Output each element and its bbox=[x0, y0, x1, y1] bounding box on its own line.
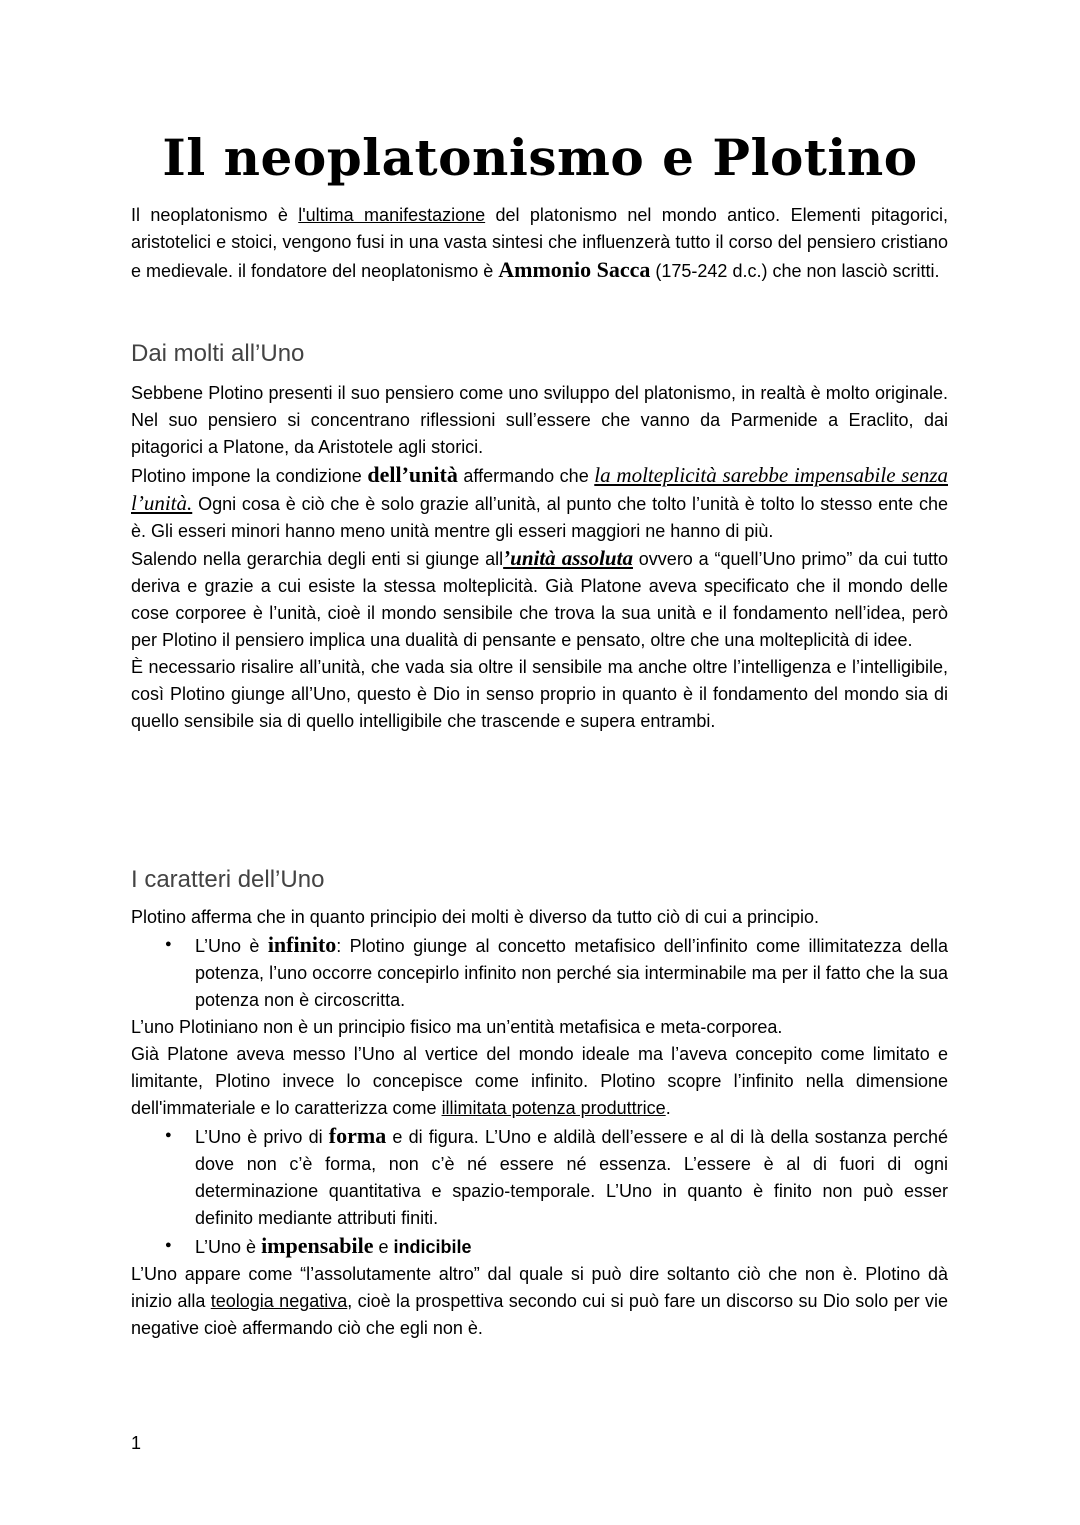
emphasized-text: Ammonio Sacca bbox=[498, 257, 651, 282]
text-run: ovvero a “quell’Uno primo” da cui tutto deriva e grazie a cui esiste la stessa molteplicità. Già Platone aveva specificato che il mondo delle cose corporee è l’unità, cioè il mondo sensibile che trova la sua unità e il fondamento nell’idea, però per Plotino il pensiero implica una dualità di pensante e pensato, oltre che una molteplicità di idee. bbox=[131, 549, 948, 650]
text-run: Salendo nella gerarchia degli enti si giunge all bbox=[131, 549, 504, 569]
emphasized-text: illimitata potenza produttrice bbox=[441, 1098, 666, 1118]
paragraph bbox=[131, 1261, 948, 1342]
emphasized-text: forma bbox=[328, 1123, 387, 1148]
paragraph bbox=[131, 654, 948, 735]
text-run: affermando che bbox=[457, 466, 595, 486]
list-item bbox=[195, 1232, 948, 1261]
list-item bbox=[195, 931, 948, 1014]
text-run: L’Uno appare come “l’assolutamente altro” dal quale si può dire soltanto ciò che non è. Plotino dà inizio alla bbox=[131, 1264, 948, 1311]
section-heading-dai-molti: Dai molti all’Uno bbox=[131, 340, 305, 367]
paragraph bbox=[131, 202, 948, 285]
text-run: L’uno Plotiniano non è un principio fisico ma un’entità metafisica e meta-corporea. bbox=[131, 1017, 783, 1037]
text-run: e di figura. L’Uno e aldilà dell’essere e al di là della sostanza perché dove non c’è forma, non c’è né essere né essenza. L’essere è al di fuori di ogni determinazione quantitativa e spazio-temporale. L’Uno in quanto è finito non può esser definito mediante attributi finiti. bbox=[195, 1127, 948, 1228]
text-run: Sebbene Plotino presenti il suo pensiero come uno sviluppo del platonismo, in realtà è molto originale. Nel suo pensiero si concentrano riflessioni sull’essere che vanno da Parmenide a Eraclito, dai pitagorici a Platone, da Aristotele agli storici. bbox=[131, 383, 948, 457]
emphasized-text: indicibile bbox=[393, 1237, 472, 1257]
paragraph bbox=[131, 1014, 948, 1041]
list-item bbox=[195, 1122, 948, 1232]
page-number: 1 bbox=[131, 1433, 142, 1453]
text-run: L’Uno è privo di bbox=[195, 1127, 329, 1147]
section-heading-caratteri: I caratteri dell’Uno bbox=[131, 866, 325, 893]
bullet-list bbox=[131, 1122, 948, 1232]
emphasized-text: infinito bbox=[267, 932, 337, 957]
paragraph bbox=[131, 461, 948, 545]
text-run: Plotino impone la condizione bbox=[131, 466, 368, 486]
paragraph bbox=[131, 380, 948, 461]
emphasized-text: dell’unità bbox=[367, 462, 458, 487]
paragraph bbox=[131, 1041, 948, 1122]
emphasized-text: la molteplicità sarebbe impensabile senza l’unità. bbox=[131, 463, 948, 515]
emphasized-text: l'ultima manifestazione bbox=[298, 205, 486, 225]
paragraph bbox=[131, 545, 948, 654]
text-run: Già Platone aveva messo l’Uno al vertice del mondo ideale ma l’aveva concepito come limitato e limitante, Plotino invece lo concepisce come infinito. Plotino scopre l’infinito nella dimensione dell'immateriale e lo caratterizza come bbox=[131, 1044, 948, 1118]
text-run: . bbox=[665, 1098, 671, 1118]
text-run: È necessario risalire all’unità, che vada sia oltre il sensibile ma anche oltre l’intelligenza e l’intelligibile, così Plotino giunge all’Uno, questo è Dio in senso proprio in quanto è il fondamento del mondo sia di quello sensibile sia di quello intelligibile che trascende e supera entrambi. bbox=[131, 657, 948, 731]
bullet-list bbox=[131, 1232, 948, 1261]
paragraph bbox=[131, 904, 948, 931]
bullet-list bbox=[131, 931, 948, 1014]
text-run: Il neoplatonismo è bbox=[131, 205, 299, 225]
intro-paragraph bbox=[131, 202, 948, 285]
text-run: e bbox=[373, 1237, 394, 1257]
text-run: del platonismo nel mondo antico. Elementi pitagorici, aristotelici e stoici, vengono fusi in una vasta sintesi che influenzerà tutto il corso del pensiero cristiano e medievale. il fondatore del neoplatonismo è bbox=[131, 205, 949, 281]
text-run: L’Uno è bbox=[195, 1237, 262, 1257]
text-run: (175-242 d.c.) che non lasciò scritti. bbox=[650, 261, 940, 281]
text-run: : Plotino giunge al concetto metafisico dell’infinito come illimitatezza della potenza, l’uno occorre concepirlo infinito non perché sia interminabile ma per il fatto che la sua potenza non è circoscritta. bbox=[195, 936, 948, 1010]
emphasized-text: teologia negativa bbox=[210, 1291, 348, 1311]
text-run: Ogni cosa è ciò che è solo grazie all’unità, al punto che tolto l’unità è tolto lo stesso ente che è. Gli esseri minori hanno meno unità mentre gli esseri maggiori ne hanno di più. bbox=[131, 494, 948, 541]
emphasized-text: impensabile bbox=[261, 1233, 374, 1258]
section2-body bbox=[131, 904, 948, 1342]
text-run: , cioè la prospettiva secondo cui si può fare un discorso su Dio solo per vie negative cioè affermando ciò che egli non è. bbox=[131, 1291, 948, 1338]
text-run: Plotino afferma che in quanto principio dei molti è diverso da tutto ciò di cui a principio. bbox=[131, 907, 820, 927]
section1-body bbox=[131, 380, 948, 735]
emphasized-text: ’unità assoluta bbox=[503, 546, 633, 570]
text-run: L’Uno è bbox=[195, 936, 268, 956]
document-title: Il neoplatonismo e Plotino bbox=[162, 128, 918, 187]
